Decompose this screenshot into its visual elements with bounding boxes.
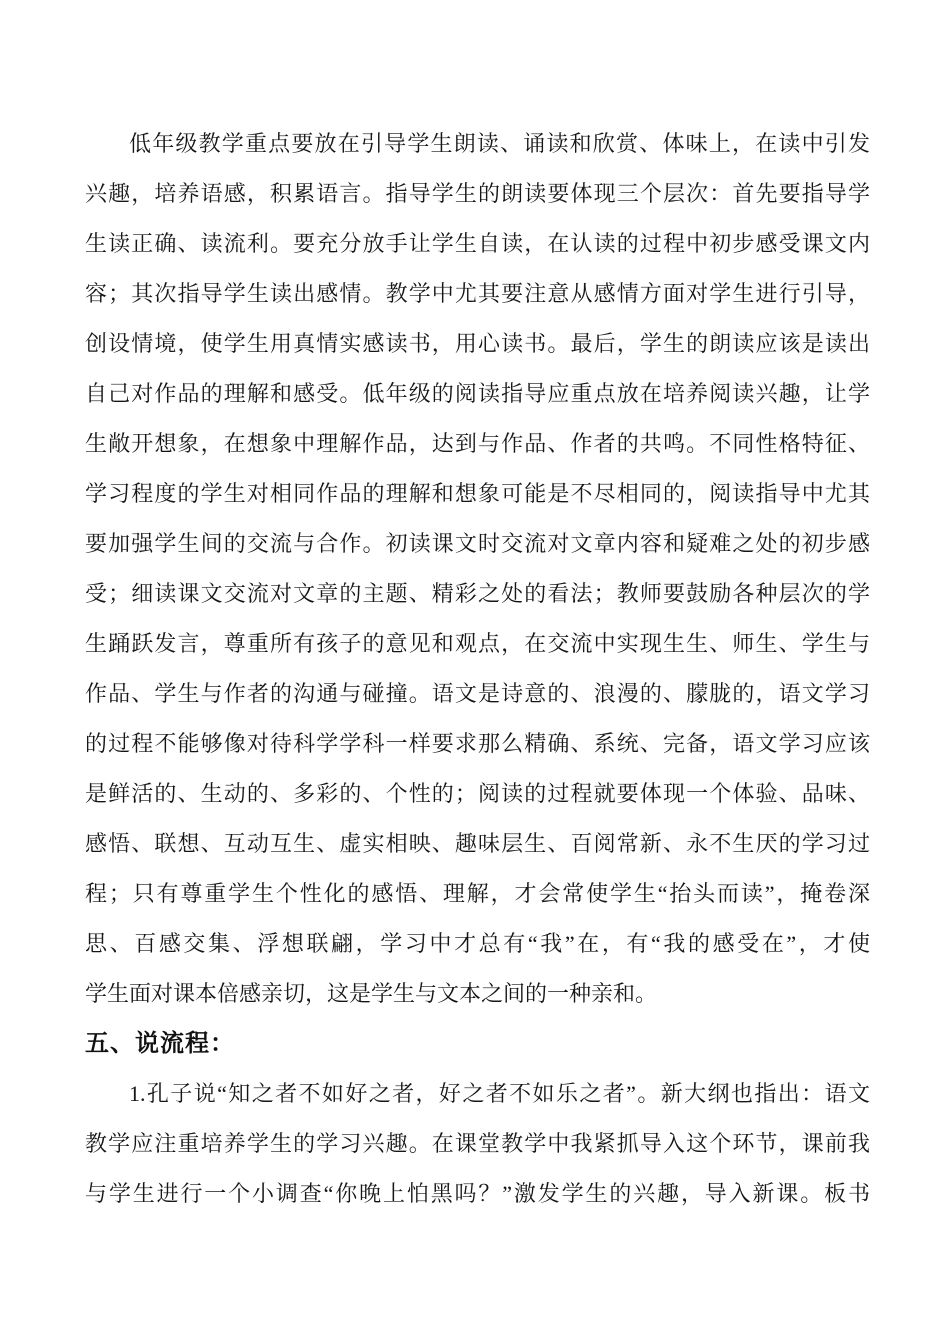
text-line: 作品、学生与作者的沟通与碰撞。语文是诗意的、浪漫的、朦胧的，语文学习	[85, 681, 870, 706]
paragraph-reading-guidance	[85, 119, 870, 1019]
text-line: 是鲜活的、生动的、多彩的、个性的；阅读的过程就要体现一个体验、品味、	[85, 781, 870, 806]
text-line: 容；其次指导学生读出感情。教学中尤其要注意从感情方面对学生进行引导，	[85, 281, 870, 306]
text-line: 自己对作品的理解和感受。低年级的阅读指导应重点放在培养阅读兴趣，让学	[85, 381, 870, 406]
text-line: 生敞开想象，在想象中理解作品，达到与作品、作者的共鸣。不同性格特征、	[85, 431, 870, 456]
paragraph-process-step-1	[85, 1069, 870, 1219]
text-line: 要加强学生间的交流与合作。初读课文时交流对文章内容和疑难之处的初步感	[85, 531, 870, 556]
text-line: 学生面对课本倍感亲切，这是学生与文本之间的一种亲和。	[85, 981, 658, 1006]
text-line: 受；细读课文交流对文章的主题、精彩之处的看法；教师要鼓励各种层次的学	[85, 581, 870, 606]
section-heading: 五、说流程：	[85, 1030, 235, 1057]
text-line: 兴趣，培养语感，积累语言。指导学生的朗读要体现三个层次：首先要指导学	[85, 181, 870, 206]
text-line: 思、百感交集、浮想联翩，学习中才总有“我”在，有“我的感受在”，才使	[85, 931, 870, 956]
text-line: 教学应注重培养学生的学习兴趣。在课堂教学中我紧抓导入这个环节，课前我	[85, 1131, 870, 1156]
text-line: 感悟、联想、互动互生、虚实相映、趣味层生、百阅常新、永不生厌的学习过	[85, 831, 870, 856]
text-line: 程；只有尊重学生个性化的感悟、理解，才会常使学生“抬头而读”，掩卷深	[85, 881, 870, 906]
text-line: 学习程度的学生对相同作品的理解和想象可能是不尽相同的，阅读指导中尤其	[85, 481, 870, 506]
text-line: 生读正确、读流利。要充分放手让学生自读，在认读的过程中初步感受课文内	[85, 231, 870, 256]
text-line: 1.孔子说“知之者不如好之者，好之者不如乐之者”。新大纲也指出：语文	[129, 1081, 870, 1106]
text-line: 低年级教学重点要放在引导学生朗读、诵读和欣赏、体味上，在读中引发	[129, 131, 870, 156]
text-line: 与学生进行一个小调查“你晚上怕黑吗？”激发学生的兴趣，导入新课。板书	[85, 1181, 870, 1206]
text-line: 创设情境，使学生用真情实感读书，用心读书。最后，学生的朗读应该是读出	[85, 331, 870, 356]
text-line: 生踊跃发言，尊重所有孩子的意见和观点，在交流中实现生生、师生、学生与	[85, 631, 870, 656]
text-line: 的过程不能够像对待科学学科一样要求那么精确、系统、完备，语文学习应该	[85, 731, 870, 756]
